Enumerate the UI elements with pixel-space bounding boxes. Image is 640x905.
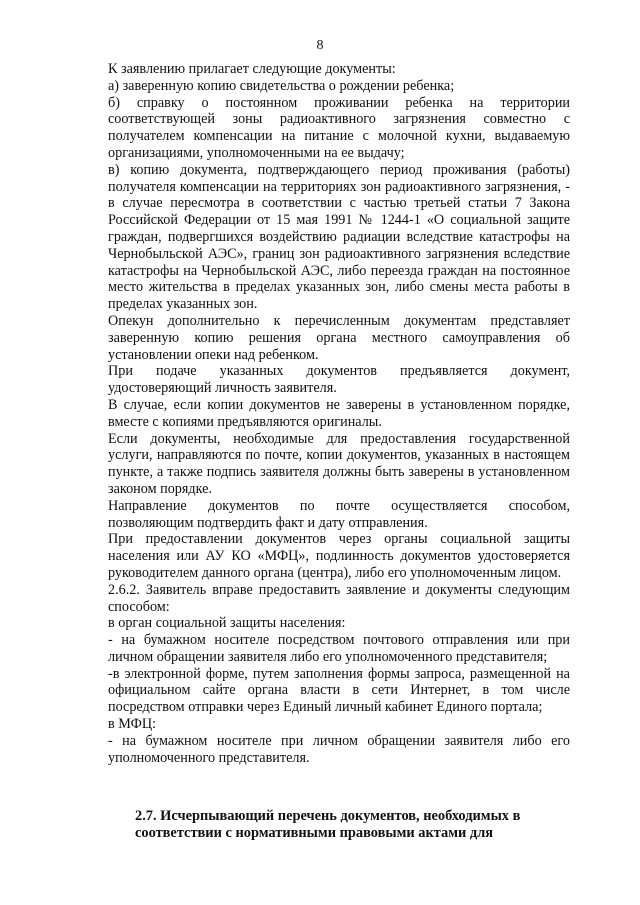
section-heading-line-2: соответствии с нормативными правовыми актами для <box>135 825 494 841</box>
paragraph-mfc-paper-medium: - на бумажном носителе при личном обращении заявителя либо его уполномоченного представителя. <box>108 732 570 766</box>
paragraph-guardian: Опекун дополнительно к перечисленным документам представляет заверенную копию решения органа местного самоуправления об установлении опеки над ребенком. <box>108 312 570 363</box>
paragraph-mfc: в МФЦ: <box>108 716 157 733</box>
paragraph-mail-method: Направление документов по почте осуществляется способом, позволяющим подтвердить факт и дату отправления. <box>108 497 570 531</box>
section-heading-2-7 <box>135 808 565 842</box>
document-body <box>108 61 570 766</box>
paragraph-social-protection-body: в орган социальной защиты населения: <box>108 615 346 632</box>
paragraph-2-6-2: 2.6.2. Заявитель вправе предоставить заявление и документы следующим способом: <box>108 581 570 615</box>
section-heading-line-1: 2.7. Исчерпывающий перечень документов, необходимых в <box>135 808 521 824</box>
paragraph-mfc-authentication: При предоставлении документов через органы социальной защиты населения или АУ КО «МФЦ», подлинность документов удостоверяется руководителем данного органа (центра), либо его уполномоченным лицом. <box>108 531 570 581</box>
paragraph-item-b: б) справку о постоянном проживании ребенка на территории соответствующей зоны радиоактивного загрязнения совместно с получателем компенсации на питание с молочной кухни, выдаваемую организациями, уполномоченными на ее выдачу; <box>108 94 570 161</box>
paragraph-attachments-intro: К заявлению прилагает следующие документы: <box>108 61 396 77</box>
paragraph-electronic-form: -в электронной форме, путем заполнения формы запроса, размещенной на официальном сайте органа власти в сети Интернет, в том числе посредством отправки через Единый личный кабинет Единого портала; <box>108 665 570 716</box>
paragraph-paper-medium: - на бумажном носителе посредством почтового отправления или при личном обращении заявителя либо его уполномоченного представителя; <box>108 632 570 665</box>
page-number: 8 <box>316 38 324 53</box>
paragraph-identity-document: При подаче указанных документов предъявляется документ, удостоверяющий личность заявителя. <box>108 363 570 397</box>
paragraph-item-v: в) копию документа, подтверждающего период проживания (работы) получателя компенсации на территориях зон радиоактивного загрязнения, - в случае пересмотра в соответствии с частью третьей статьи 7 Закона Российской Федерации от 15 мая 1991 № 1244-1 «О социальной защите граждан, подвергшихся воздействию радиации вследствие катастрофы на Чернобыльской АЭС», границ зон радиоактивного загрязнения вследствие катастрофы на Чернобыльской АЭС, либо переезда граждан на постоянное место жительства в пределах указанных зон, либо смены места работы в пределах указанных зон. <box>108 161 570 313</box>
paragraph-by-mail: Если документы, необходимые для предоставления государственной услуги, направляются по почте, копии документов, указанных в настоящем пункте, а также подпись заявителя должны быть заверены в установленном законом порядке. <box>108 430 570 497</box>
paragraph-originals: В случае, если копии документов не заверены в установленном порядке, вместе с копиями предъявляются оригиналы. <box>108 396 570 430</box>
paragraph-item-a: а) заверенную копию свидетельства о рождении ребенка; <box>108 77 455 94</box>
